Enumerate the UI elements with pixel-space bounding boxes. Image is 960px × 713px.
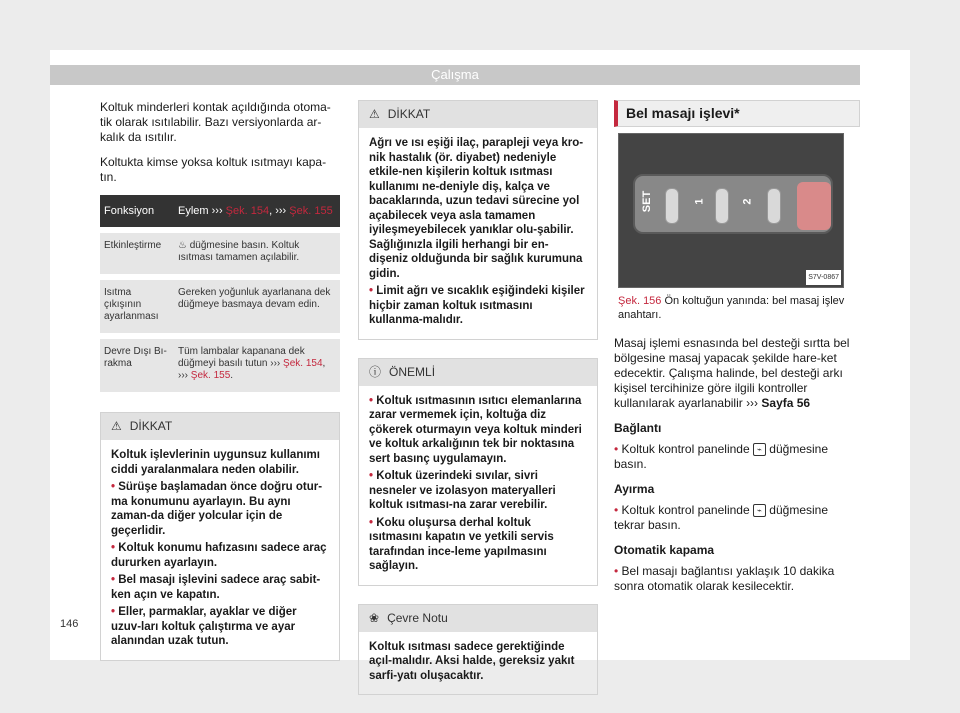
figure-caption: Şek. 156 Ön koltuğun yanında: bel masaj işlev anahtarı. — [618, 295, 845, 321]
massage-button — [797, 182, 831, 230]
column-1 — [100, 100, 340, 679]
heading-auto-off: Otomatik kapama — [614, 543, 715, 557]
column-2 — [358, 100, 598, 713]
off-paragraph: Koltukta kimse yoksa koltuk ısıtmayı kapa-tın. — [100, 155, 327, 184]
section-title: Bel masajı işlevi* — [614, 100, 860, 127]
page-number: 146 — [60, 618, 79, 630]
warning-icon: ⚠ — [111, 419, 122, 433]
seat-heat-icon: ♨ — [178, 240, 187, 251]
warning-icon: ⚠ — [369, 107, 380, 121]
massage-button-icon: ⌁ — [753, 504, 766, 517]
table-row: Etkinleştirme ♨ düğmesine basın. Koltuk ısıtması tamamen açılabilir. — [100, 230, 340, 277]
table-row: Isıtma çıkışının ayarlanması Gereken yoğunluk ayarlanana dek düğmeye basmaya devam edin. — [100, 277, 340, 336]
massage-paragraph: Masaj işlemi esnasında bel desteği sırtta bel bölgesine masaj yapacak şekilde hare-ket edecektir. Çalışma halinde, bel desteği arkı kişisel tercihinize göre ilgili kontroller kullanılarak ayarlanabilir ››› Sayfa 56 — [614, 336, 850, 410]
info-icon: ⓘ — [369, 364, 382, 379]
massage-button-icon: ⌁ — [753, 443, 766, 456]
column-3: Bel masajı işlevi* SET 1 2 S7V-0867 Şek. 156 Ön koltuğun yanında: bel masaj işlev anahtarı. Masaj işlemi esnasında bel desteği sırtta bel bölgesine masaj yapacak şekilde hare-ket edecektir. Çalışma halinde, bel desteği arkı kişisel tercihinize göre ilgili kontroller kullanılarak ayarlanabilir ››› Sayfa 56 Bağlantı • Koltuk kontrol panelinde ⌁ düğmesine basın. Ayırma • Koltuk kontrol panelinde ⌁ düğmesine tekrar basın. Otomatik kapama • Bel masajı bağlantısı yaklaşık 10 dakika sonra otomatik olarak kesilecektir. — [614, 100, 860, 604]
section-header: Çalışma — [50, 65, 860, 85]
heading-connection: Bağlantı — [614, 421, 662, 435]
leaf-icon: ❀ — [369, 610, 380, 625]
warning-box-1: ⚠ DİKKAT Koltuk işlevlerinin uygunsuz kullanımı ciddi yaralanmalara neden olabilir. • Sürüşe başlamadan önce doğru otur-ma konumunu ayarlayın. Bu aynı zaman-da diğer yolcular için de geçerlidir. • Koltuk konumu hafızasını sadece araç dururken ayarlayın. • Bel masajı işlevini sadece araç sabit-ken açın ve kapatın. • Eller, parmaklar, ayaklar ve diğer uzuv-ları koltuk çalıştırma ve ayar alanından uzak tutun. — [100, 412, 340, 661]
environment-box: ❀ Çevre Notu Koltuk ısıtması sadece gerektiğinde açıl-malıdır. Aksi halde, gereksiz yakıt sarfi-yatı oluşacaktır. — [358, 604, 598, 696]
th-action: Eylem ››› Şek. 154, ››› Şek. 155 — [174, 195, 340, 230]
warning-box-2: ⚠ DİKKAT Ağrı ve ısı eşiği ilaç, parapleji veya kro-nik hastalık (ör. diyabet) nedeniyle etkile-nen kişilerin koltuk ısıtması kullanımı ne-deniyle diş, kalça ve bacaklarında, uzun tedavi sürecine yol açabilecek veya asla tamamen iyileşmeyebilecek yanıklar olu-şabilir. Sağlığınızla ilgili herhangi bir en-dişeniz olduğunda bir sağlık kurumuna gidin. • Limit ağrı ve sıcaklık eşiğindeki kişiler hiçbir zaman koltuk ısıtmasını kullanma-malıdır. — [358, 100, 598, 340]
switch-photo: SET 1 2 S7V-0867 — [618, 133, 844, 288]
heading-disconnect: Ayırma — [614, 482, 655, 496]
intro-paragraph: Koltuk minderleri kontak açıldığında otoma-tik olarak ısıtılabilir. Bazı versiyonlarda ar-kalık da ısıtılır. — [100, 100, 331, 144]
th-function: Fonksiyon — [100, 195, 174, 230]
function-table — [100, 195, 340, 392]
table-row: Devre Dışı Bı-rakma Tüm lambalar kapanana dek düğmeyi basılı tutun ››› Şek. 154, ››› Şek. 155. — [100, 336, 340, 392]
notice-box: ⓘ ÖNEMLİ • Koltuk ısıtmasının ısıtıcı elemanlarına zarar vermemek için, koltuğa diz çökerek oturmayın veya koltuk minderi ve koltuk arkalığının tek bir noktasına sert basınç uygulamayın. • Koltuk üzerindeki sıvılar, sivri nesneler ve izolasyon materyalleri koltuk ısıtması-na zarar verebilir. • Koku oluşursa derhal koltuk ısıtmasını kapatın ve yetkili servis tarafından ince-leme yapılmasını sağlayın. — [358, 358, 598, 586]
